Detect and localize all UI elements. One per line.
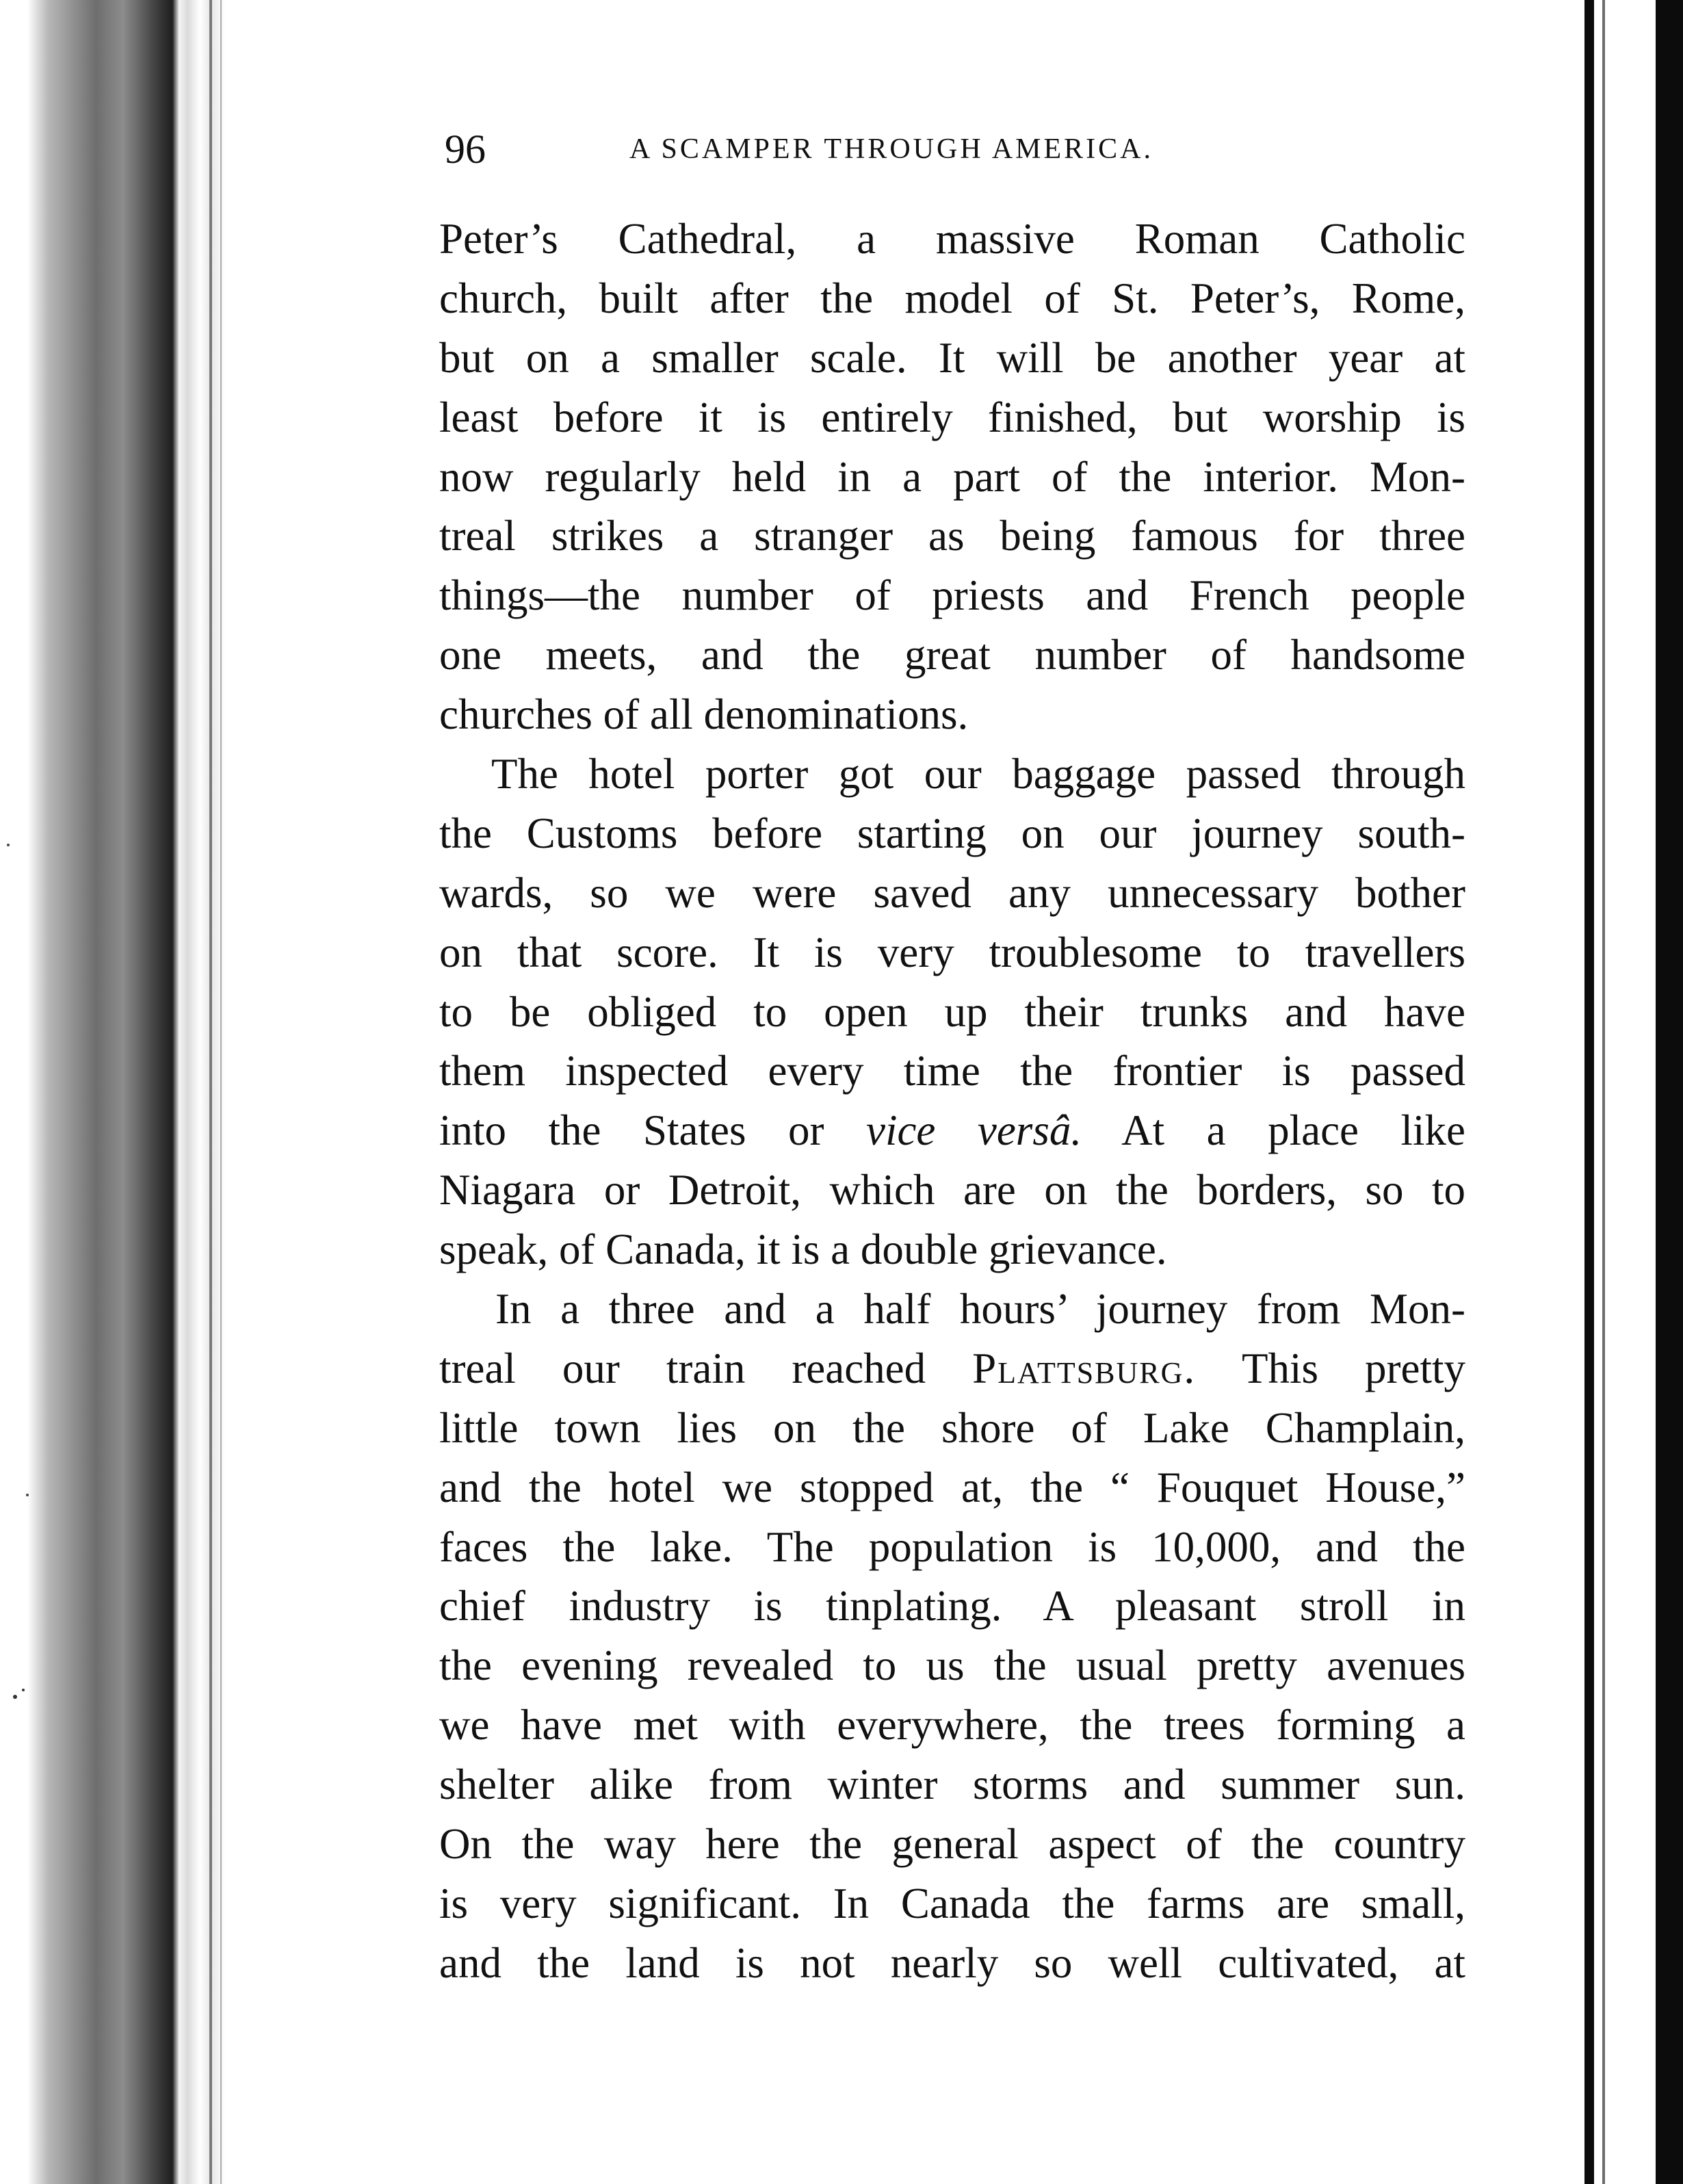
binding-edge-line <box>209 0 212 2184</box>
text-line-with-smallcaps <box>439 1339 1465 1399</box>
text-line: them inspected every time the frontier is passed <box>439 1047 1465 1095</box>
text-line: on that score. It is very troublesome to travellers <box>439 928 1465 976</box>
line-lead-text: into the States or <box>439 1106 866 1155</box>
smallcaps-place-name: Plattsburg. <box>972 1344 1197 1392</box>
line-lead-text: treal our train reached <box>439 1344 973 1392</box>
text-line: church, built after the model of St. Peter’s, Rome, <box>439 274 1465 322</box>
paragraph-start-line: The hotel porter got our baggage passed through <box>491 750 1465 798</box>
text-line: Peter’s Cathedral, a massive Roman Catholic <box>439 215 1465 263</box>
text-line: is very significant. In Canada the farms are small, <box>439 1879 1465 1927</box>
text-line: one meets, and the great number of handsome <box>439 631 1465 679</box>
text-line: faces the lake. The population is 10,000, and the <box>439 1522 1465 1571</box>
text-line: chief industry is tinplating. A pleasant stroll in <box>439 1582 1465 1630</box>
line-tail-text: At a place like <box>1121 1106 1465 1155</box>
text-line: little town lies on the shore of Lake Champlain, <box>439 1403 1465 1452</box>
text-line: least before it is entirely finished, but worship is <box>439 393 1465 441</box>
running-head: A SCAMPER THROUGH AMERICA. <box>629 133 1154 165</box>
text-line: wards, so we were saved any unnecessary bother <box>439 868 1465 917</box>
text-line: treal strikes a stranger as being famous for three <box>439 512 1465 560</box>
binding-edge-line-inner <box>220 0 222 2184</box>
facing-page-outer-dark <box>1656 0 1683 2184</box>
text-line: shelter alike from winter storms and summer sun. <box>439 1760 1465 1809</box>
text-line: to be obliged to open up their trunks and have <box>439 987 1465 1036</box>
text-line: churches of all denominations. <box>439 690 969 739</box>
text-line: things—the number of priests and French people <box>439 571 1465 620</box>
text-line: we have met with everywhere, the trees forming a <box>439 1701 1465 1750</box>
text-line: now regularly held in a part of the interior. Mon- <box>439 452 1465 501</box>
page-header <box>445 115 1471 183</box>
scan-specks <box>0 0 41 2184</box>
text-line-with-italic <box>439 1101 1465 1160</box>
text-line: and the hotel we stopped at, the “ Fouquet House,” <box>439 1463 1465 1511</box>
page-number: 96 <box>445 127 486 172</box>
text-line: the evening revealed to us the usual pretty avenues <box>439 1641 1465 1690</box>
line-tail-text: This pretty <box>1242 1344 1465 1392</box>
text-line: On the way here the general aspect of the country <box>439 1820 1465 1869</box>
text-line: Niagara or Detroit, which are on the borders, so to <box>439 1166 1465 1214</box>
text-line: speak, of Canada, it is a double grievance. <box>439 1225 1167 1274</box>
text-line: the Customs before starting on our journey south- <box>439 809 1465 857</box>
paragraph-start-line: In a three and a half hours’ journey from Mon- <box>495 1285 1465 1334</box>
facing-page-binding-line <box>1602 0 1605 2184</box>
text-line: but on a smaller scale. It will be another year at <box>439 333 1465 382</box>
page-body <box>439 209 1465 1993</box>
italic-phrase: vice versâ. <box>865 1106 1082 1155</box>
facing-page-binding-dark <box>1584 0 1594 2184</box>
text-line: and the land is not nearly so well cultivated, at <box>439 1938 1465 1987</box>
